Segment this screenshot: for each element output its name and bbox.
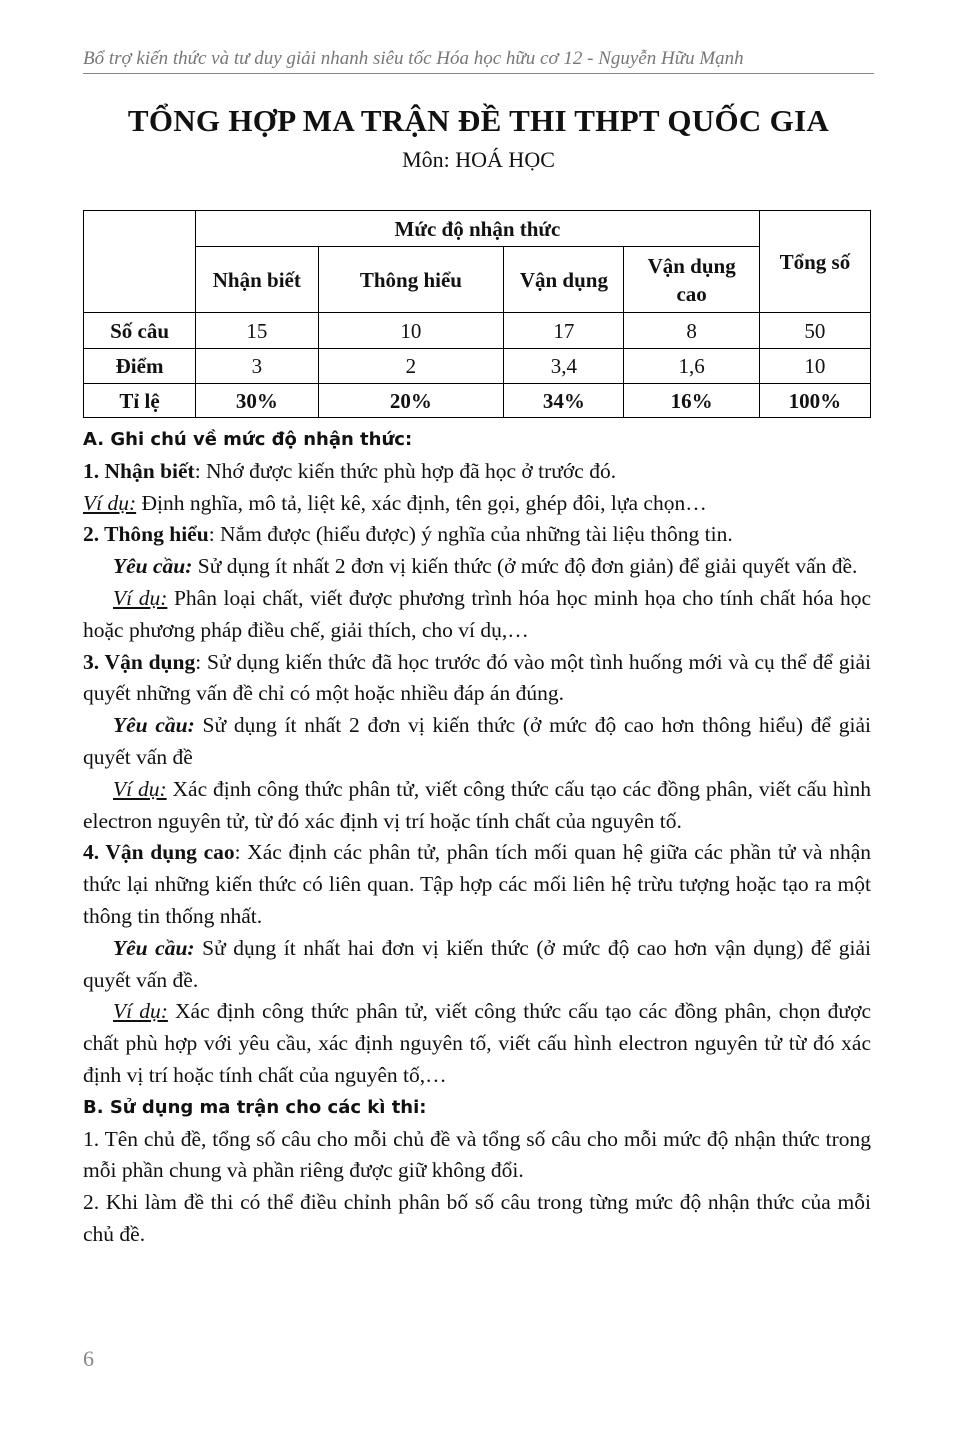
cell: 10 xyxy=(318,313,504,349)
paragraph xyxy=(83,456,871,488)
table-row xyxy=(84,384,871,418)
cell: 50 xyxy=(759,313,870,349)
paragraph xyxy=(83,774,871,838)
cell: 30% xyxy=(196,384,318,418)
paragraph-text: Sử dụng ít nhất 2 đơn vị kiến thức (ở mức độ đơn giản) để giải quyết vấn đề. xyxy=(192,554,858,579)
section-a-heading: A. Ghi chú về mức độ nhận thức: xyxy=(83,429,413,450)
matrix-table xyxy=(83,210,871,418)
paragraph: 1. Tên chủ đề, tổng số câu cho mỗi chủ đề và tổng số câu cho mỗi mức độ nhận thức trong mỗi phần chung và phần riêng được giữ không đổi. xyxy=(83,1126,871,1183)
cell: 2 xyxy=(318,349,504,384)
paragraph xyxy=(83,933,871,997)
paragraph-text: : Sử dụng kiến thức đã học trước đó vào một tình huống mới và cụ thể để giải quyết những vấn đề chỉ có một hoặc nhiều đáp án đúng. xyxy=(83,649,871,706)
example-label: Ví dụ: xyxy=(113,585,168,610)
paragraph xyxy=(83,551,871,583)
running-header: Bổ trợ kiến thức và tư duy giải nhanh siêu tốc Hóa học hữu cơ 12 - Nguyễn Hữu Mạnh xyxy=(83,48,874,74)
requirement-label: Yêu cầu: xyxy=(113,713,195,738)
paragraph xyxy=(83,488,871,520)
paragraph xyxy=(83,996,871,1091)
example-label: Ví dụ: xyxy=(113,776,167,801)
example-label: Ví dụ: xyxy=(83,490,137,515)
cell: 100% xyxy=(759,384,870,418)
row-label: Số câu xyxy=(84,313,196,349)
paragraph-text: : Xác định các phân tử, phân tích mối quan hệ giữa các phần tử và nhận thức lại những kiến thức có liên quan. Tập hợp các mối liên hệ trừu tượng hoặc tạo ra một thông tin thống nhất. xyxy=(83,840,871,928)
cell: 16% xyxy=(624,384,759,418)
cell: 10 xyxy=(759,349,870,384)
paragraph xyxy=(83,647,871,711)
total-header: Tổng số xyxy=(759,211,870,313)
table-row xyxy=(84,349,871,384)
cell: 15 xyxy=(196,313,318,349)
section-b-heading: B. Sử dụng ma trận cho các kì thi: xyxy=(83,1096,427,1118)
cell: 8 xyxy=(624,313,759,349)
body-text xyxy=(83,424,871,1251)
paragraph-text: Xác định công thức phân tử, viết công thức cấu tạo các đồng phân, viết cấu hình electron nguyên tử, từ đó xác định vị trí hoặc tính chất của nguyên tố. xyxy=(83,776,871,833)
paragraph-text: Sử dụng ít nhất 2 đơn vị kiến thức (ở mức độ cao hơn thông hiểu) để giải quyết vấn đề xyxy=(83,713,872,769)
cell: 3 xyxy=(196,349,318,384)
paragraph-text: Định nghĩa, mô tả, liệt kê, xác định, tên gọi, ghép đôi, lựa chọn… xyxy=(136,490,707,515)
requirement-label: Yêu cầu: xyxy=(113,554,193,579)
paragraph xyxy=(83,837,871,932)
empty-corner-cell xyxy=(84,211,196,313)
cell: 1,6 xyxy=(624,349,759,384)
page-title: TỔNG HỢP MA TRẬN ĐỀ THI THPT QUỐC GIA xyxy=(127,103,830,138)
page-subtitle: Môn: HOÁ HỌC xyxy=(402,147,555,172)
paragraph: 2. Khi làm đề thi có thể điều chỉnh phân bố số câu trong từng mức độ nhận thức của mỗi chủ đề. xyxy=(83,1190,871,1246)
page-number: 6 xyxy=(83,1346,94,1371)
term-label: 1. Nhận biết xyxy=(83,458,195,483)
term-label: 3. Vận dụng xyxy=(83,649,196,674)
paragraph xyxy=(83,710,871,774)
cell: 20% xyxy=(318,384,504,418)
cell: 34% xyxy=(504,384,624,418)
example-label: Ví dụ: xyxy=(113,999,168,1024)
column-header: Vận dụng cao xyxy=(624,247,759,313)
paragraph xyxy=(83,583,871,647)
cell: 17 xyxy=(504,313,624,349)
term-label: 2. Thông hiểu xyxy=(83,522,209,547)
group-header: Mức độ nhận thức xyxy=(196,211,760,247)
paragraph-text: : Nhớ được kiến thức phù hợp đã học ở trước đó. xyxy=(194,458,617,483)
table-row xyxy=(84,313,871,349)
column-header: Thông hiểu xyxy=(318,247,504,313)
requirement-label: Yêu cầu: xyxy=(113,935,195,960)
paragraph-text: Xác định công thức phân tử, viết công thức cấu tạo các đồng phân, chọn được chất phù hợp với yêu cầu, xác định nguyên tố, viết cấu hình electron nguyên tử từ đó xác định vị trí hoặc tính chất của nguyên tố,… xyxy=(83,999,871,1087)
column-header: Nhận biết xyxy=(196,247,318,313)
cell: 3,4 xyxy=(504,349,624,384)
term-label: 4. Vận dụng cao xyxy=(83,840,235,865)
row-label: Tỉ lệ xyxy=(84,384,196,418)
paragraph-text: Sử dụng ít nhất hai đơn vị kiến thức (ở mức độ cao hơn vận dụng) để giải quyết vấn đề. xyxy=(83,935,871,992)
paragraph xyxy=(83,519,871,551)
paragraph-text: : Nắm được (hiểu được) ý nghĩa của những tài liệu thông tin. xyxy=(208,522,733,547)
column-header: Vận dụng xyxy=(504,247,624,313)
paragraph-text: Phân loại chất, viết được phương trình hóa học minh họa cho tính chất hóa học hoặc phương pháp điều chế, giải thích, cho ví dụ,… xyxy=(83,585,871,642)
row-label: Điểm xyxy=(84,349,196,384)
